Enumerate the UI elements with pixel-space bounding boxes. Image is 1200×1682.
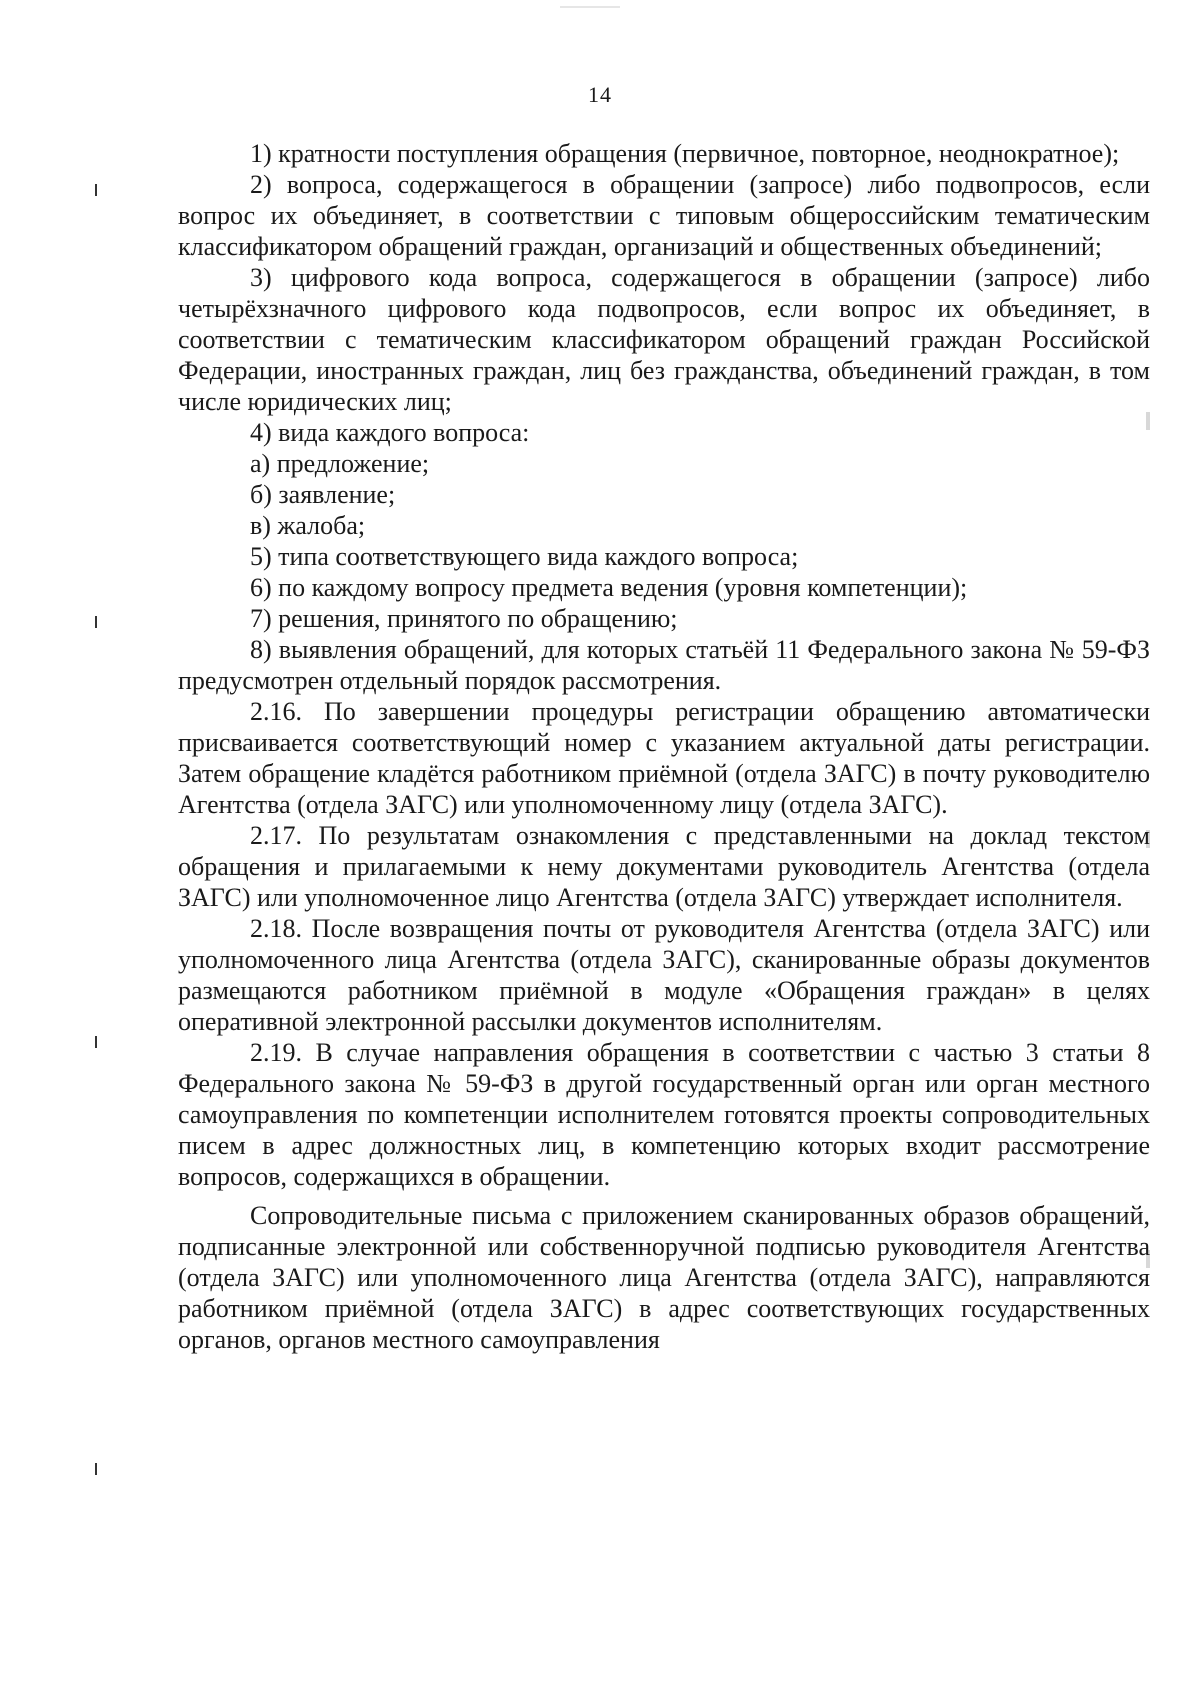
list-item-2: 2) вопроса, содержащегося в обращении (запросе) либо подвопросов, если вопрос их объединяет, в соответствии с типовым общероссийским тематическим классификатором обращений граждан, организаций и общественных объединений; [178,170,1150,261]
section-2-16: 2.16. По завершении процедуры регистрации обращению автоматически присваивается соответствующий номер с указанием актуальной даты регистрации. Затем обращение кладётся работником приёмной (отдела ЗАГС) в почту руководителю Агентства (отдела ЗАГС) или уполномоченному лицу (отдела ЗАГС). [178,697,1150,819]
margin-mark [95,1463,97,1475]
list-item-5: 5) типа соответствующего вида каждого вопроса; [250,542,799,571]
document-body [178,138,1150,1355]
section-2-17: 2.17. По результатам ознакомления с представленными на доклад текстом обращения и прилагаемыми к нему документами руководитель Агентства (отдела ЗАГС) или уполномоченное лицо Агентства (отдела ЗАГС) утверждает исполнителя. [178,821,1150,912]
margin-mark [95,184,97,196]
section-2-18: 2.18. После возвращения почты от руководителя Агентства (отдела ЗАГС) или уполномоченного лица Агентства (отдела ЗАГС), сканированные образы документов размещаются работником приёмной в модуле «Обращения граждан» в целях оперативной электронной рассылки документов исполнителям. [178,914,1150,1036]
list-item-8: 8) выявления обращений, для которых статьёй 11 Федерального закона № 59-ФЗ предусмотрен отдельный порядок рассмотрения. [178,635,1150,695]
scan-artifact-top [560,6,620,8]
section-2-19: 2.19. В случае направления обращения в соответствии с частью 3 статьи 8 Федерального закона № 59-ФЗ в другой государственный орган или орган местного самоуправления по компетенции исполнителем готовятся проекты сопроводительных писем в адрес должностных лиц, в компетенцию которых входит рассмотрение вопросов, содержащихся в обращении. [178,1038,1150,1191]
sub-item-c: в) жалоба; [250,511,366,540]
margin-mark [95,616,97,628]
margin-mark [95,1036,97,1048]
list-item-3: 3) цифрового кода вопроса, содержащегося в обращении (запросе) либо четырёхзначного цифрового кода подвопросов, если вопрос их объединяет, в соответствии с тематическим классификатором обращений граждан Российской Федерации, иностранных граждан, лиц без гражданства, объединений граждан, в том числе юридических лиц; [178,263,1150,416]
list-item-6: 6) по каждому вопросу предмета ведения (уровня компетенции); [250,573,968,602]
page-number: 14 [588,82,612,107]
sub-item-a: а) предложение; [250,449,430,478]
list-item-4: 4) вида каждого вопроса: [250,418,530,447]
paragraph-cover-letters: Сопроводительные письма с приложением сканированных образов обращений, подписанные электронной или собственноручной подписью руководителя Агентства (отдела ЗАГС) или уполномоченного лица Агентства (отдела ЗАГС), направляются работником приёмной (отдела ЗАГС) в адрес соответствующих государственных органов, органов местного самоуправления [178,1201,1150,1354]
list-item-1: 1) кратности поступления обращения (первичное, повторное, неоднократное); [250,139,1120,168]
sub-item-b: б) заявление; [250,480,396,509]
list-item-7: 7) решения, принятого по обращению; [250,604,678,633]
